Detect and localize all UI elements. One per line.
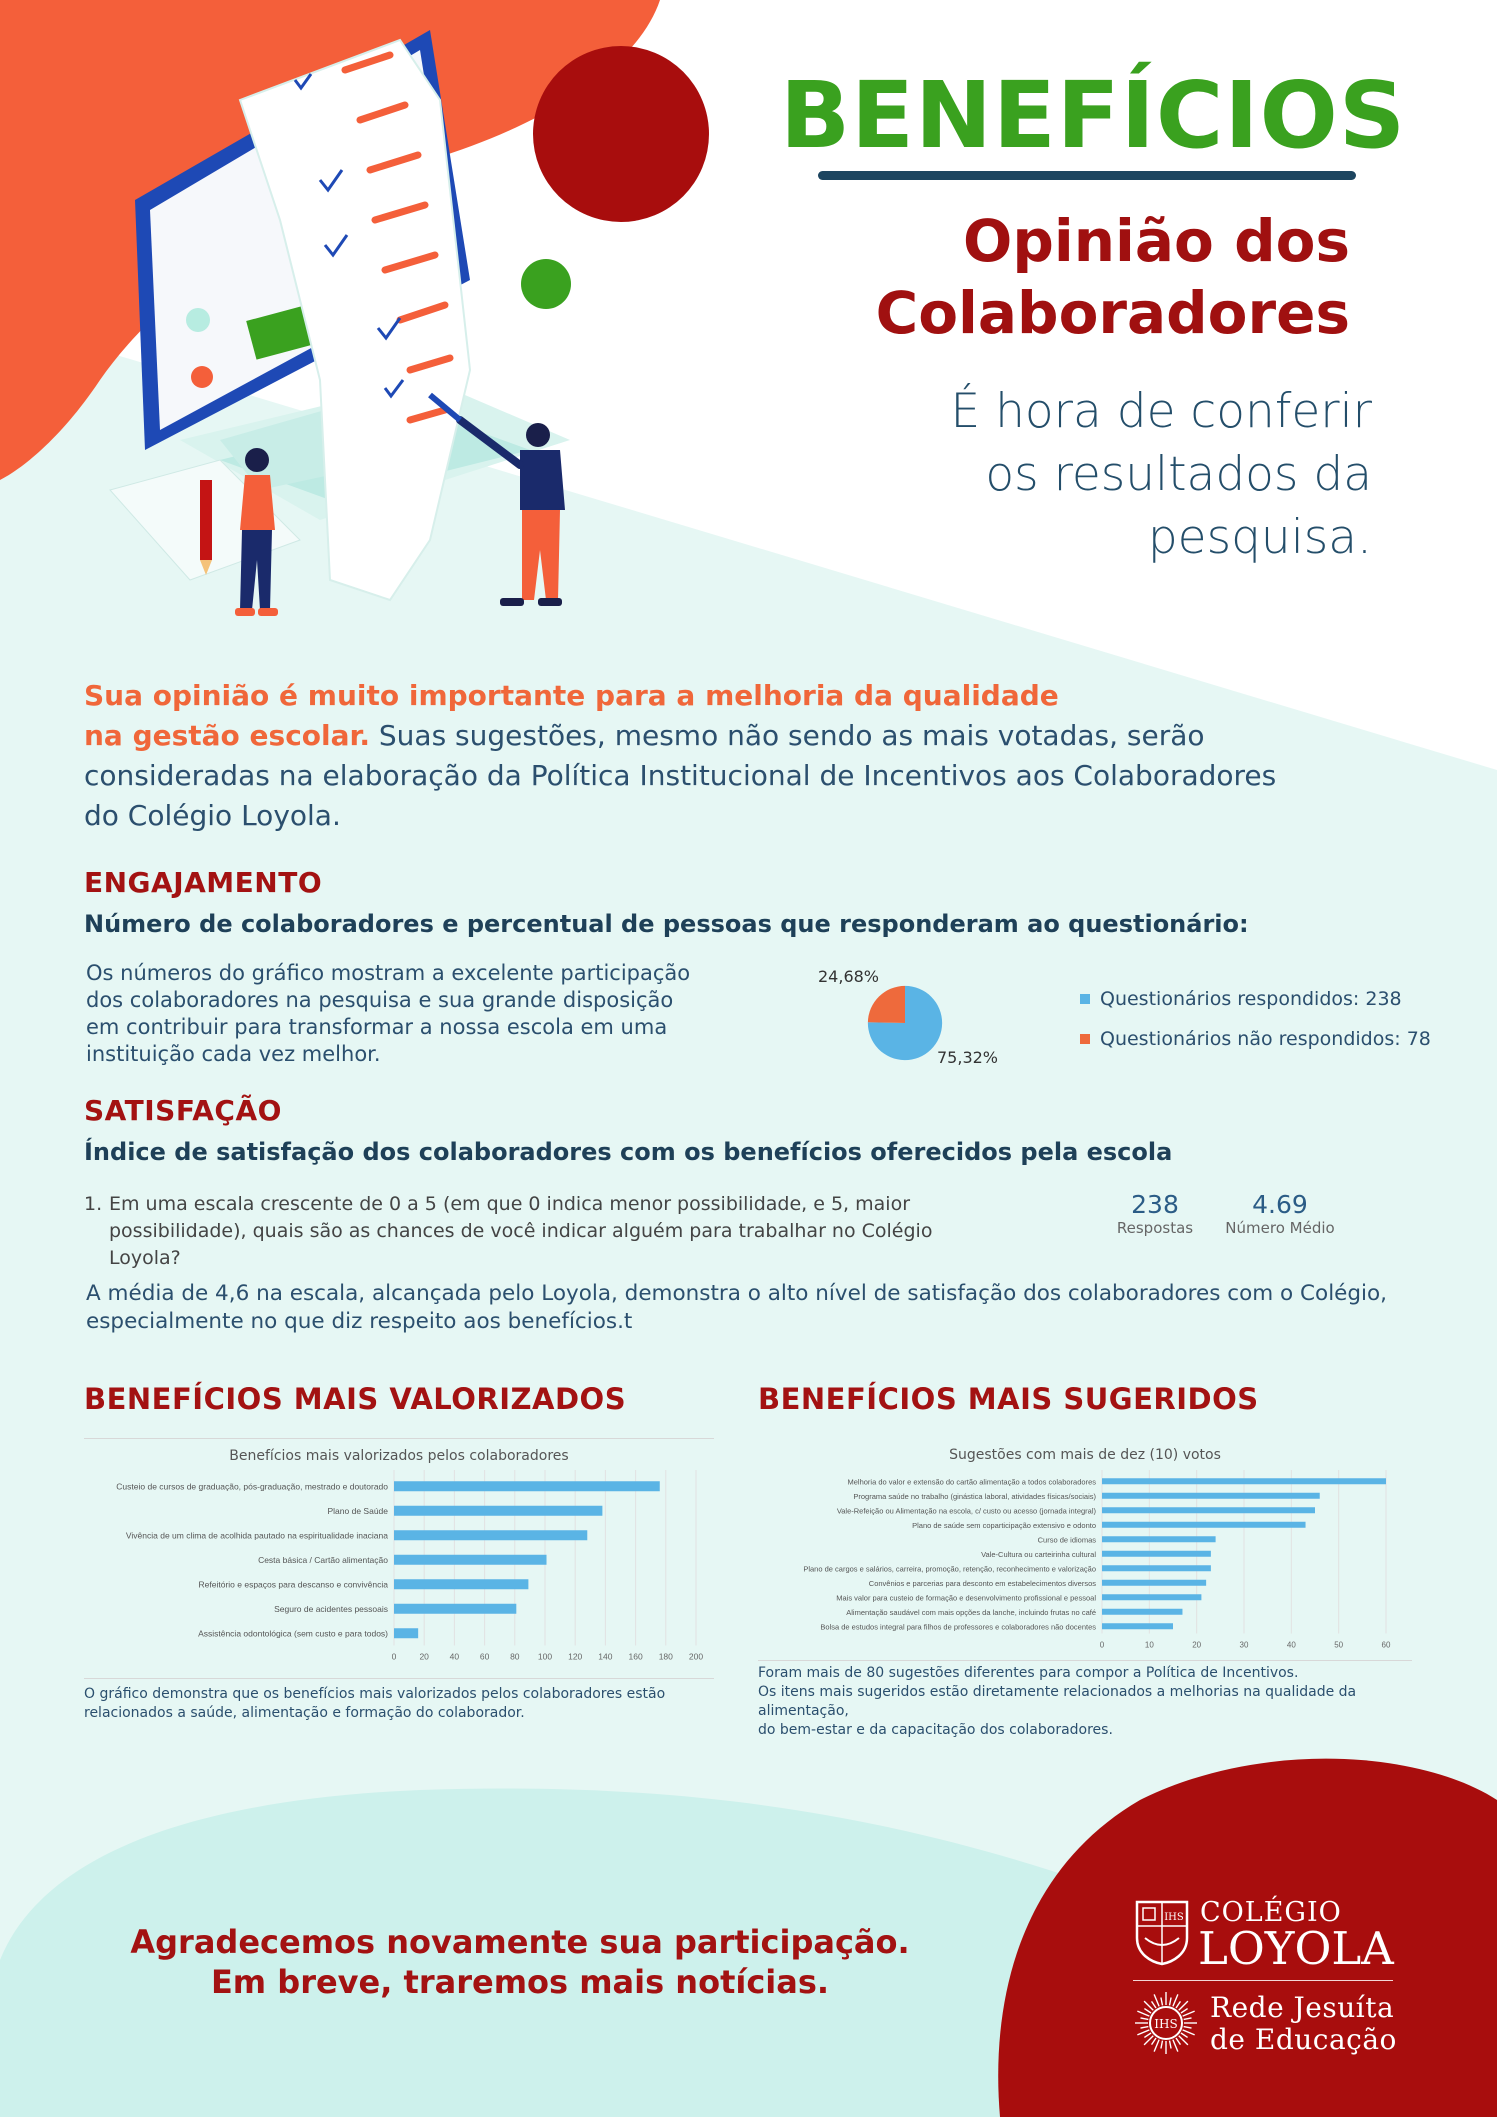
bar — [1102, 1565, 1211, 1571]
bar — [1102, 1594, 1201, 1600]
engajamento-text-line: dos colaboradores na pesquisa e sua grande disposição — [86, 988, 674, 1012]
bar — [394, 1579, 528, 1589]
x-tick-label: 50 — [1334, 1640, 1344, 1650]
seal-ray — [1152, 2001, 1156, 2008]
seal-ray — [1183, 2030, 1195, 2035]
category-label: Alimentação saudável com mais opções da lanche, incluindo frutas no café — [846, 1607, 1096, 1617]
category-label: Refeitório e espaços para descanso e convivência — [198, 1579, 388, 1590]
seal-ray — [1140, 2018, 1148, 2020]
summary-line: especialmente no que diz respeito aos benefícios.t — [86, 1309, 633, 1334]
intro-text: Suas sugestões, mesmo não sendo as mais votadas, serão — [369, 719, 1205, 752]
engajamento-text-line: instituição cada vez melhor. — [86, 1042, 381, 1066]
caption-line: O gráfico demonstra que os benefícios mais valorizados pelos colaboradores estão — [84, 1686, 666, 1702]
category-label: Plano de saúde sem coparticipação extensivo e odonto — [912, 1520, 1096, 1530]
x-tick-label: 80 — [510, 1651, 520, 1662]
caption-line: Foram mais de 80 sugestões diferentes para compor a Política de Incentivos. — [758, 1665, 1299, 1681]
legend-label: Questionários respondidos: 238 — [1100, 988, 1402, 1010]
category-label: Assistência odontológica (sem custo e para todos) — [198, 1628, 388, 1639]
bar — [1102, 1478, 1386, 1484]
x-tick-label: 180 — [658, 1651, 673, 1662]
category-label: Bolsa de estudos integral para filhos de professores e colaboradores não docentes — [820, 1622, 1096, 1632]
bar — [1102, 1580, 1206, 1586]
seal-ray — [1181, 2033, 1188, 2037]
sugeridos-heading: BENEFÍCIOS MAIS SUGERIDOS — [758, 1382, 1259, 1416]
chart-divider — [758, 1660, 1412, 1661]
seal-ray — [1176, 2038, 1180, 2045]
x-tick-label: 40 — [449, 1651, 460, 1662]
stat-responses — [1110, 1190, 1200, 1237]
survey-question — [84, 1191, 964, 1272]
category-label: Vale-Refeição ou Alimentação na escola, c/ custo ou acesso (jornada integral) — [836, 1506, 1096, 1516]
caption-line: Os itens mais sugeridos estão diretamente relacionados a melhorias na qualidade da alimentação, — [758, 1684, 1357, 1719]
intro-highlight: na gestão escolar. — [84, 719, 370, 752]
legend-responded — [1080, 988, 1402, 1010]
engajamento-text-line: Os números do gráfico mostram a excelente participação — [86, 961, 691, 985]
stat-average — [1220, 1190, 1340, 1237]
seal-ray — [1170, 1997, 1172, 2005]
category-label: Seguro de acidentes pessoais — [274, 1603, 388, 1614]
chart-valorizados-title: Benefícios mais valorizados pelos colaboradores — [229, 1448, 569, 1464]
logo-loyola: LOYOLA — [1198, 1922, 1394, 1975]
seal-ray — [1152, 2038, 1156, 2045]
summary-line: A média de 4,6 na escala, alcançada pelo Loyola, demonstra o alto nível de satisfação dos colaboradores com o Colégio, — [86, 1281, 1388, 1306]
bar — [394, 1604, 516, 1614]
bar — [1102, 1609, 1182, 1615]
bar — [1102, 1536, 1216, 1542]
bar — [394, 1555, 547, 1565]
x-tick-label: 20 — [419, 1651, 429, 1662]
engajamento-text — [86, 960, 726, 1068]
category-label: Custeio de cursos de graduação, pós-graduação, mestrado e doutorado — [116, 1481, 388, 1492]
tagline-line: os resultados da — [985, 447, 1372, 502]
x-tick-label: 0 — [391, 1651, 397, 1662]
chart-sugeridos-title: Sugestões com mais de dez (10) votos — [949, 1447, 1221, 1463]
x-tick-label: 140 — [598, 1651, 613, 1662]
category-label: Curso de idiomas — [1037, 1535, 1096, 1545]
logo-divider — [1133, 1980, 1393, 1981]
category-label: Vivência de um clima de acolhida pautado na espiritualidade inaciana — [125, 1530, 388, 1541]
x-tick-label: 40 — [1286, 1640, 1296, 1650]
question-text-line: possibilidade), quais são as chances de você indicar alguém para trabalhar no Colégio Loyola? — [109, 1220, 933, 1269]
x-tick-label: 60 — [1381, 1640, 1391, 1650]
x-tick-label: 200 — [688, 1651, 704, 1662]
x-tick-label: 20 — [1192, 1640, 1202, 1650]
thanks-message — [80, 1922, 960, 2002]
title-underline — [818, 171, 1356, 180]
seal-ray — [1137, 2011, 1149, 2016]
x-tick-label: 0 — [1099, 1640, 1105, 1650]
network-line: de Educação — [1210, 2023, 1397, 2056]
stat-responses-label: Respostas — [1116, 1219, 1194, 1237]
x-tick-label: 30 — [1239, 1640, 1249, 1650]
seal-ray — [1161, 2041, 1163, 2049]
seal-ray — [1170, 2041, 1172, 2049]
pie-slice-not-responded — [868, 986, 905, 1023]
jesuit-seal-icon — [1133, 1990, 1199, 2056]
seal-letters: IHS — [1154, 2017, 1178, 2031]
crest-letters: IHS — [1164, 1912, 1184, 1923]
seal-ray — [1183, 2011, 1195, 2016]
question-text — [109, 1191, 964, 1272]
x-tick-label: 120 — [568, 1651, 583, 1662]
subtitle-line: Colaboradores — [875, 279, 1350, 347]
seal-ray — [1137, 2030, 1149, 2035]
thanks-line: Agradecemos novamente sua participação. — [130, 1923, 910, 1961]
page-subtitle — [760, 205, 1350, 349]
seal-ray — [1184, 2018, 1192, 2020]
stat-average-label: Número Médio — [1225, 1219, 1335, 1237]
bar — [394, 1506, 602, 1516]
bar — [394, 1530, 587, 1540]
stat-average-value: 4.69 — [1252, 1190, 1308, 1219]
bar — [394, 1628, 418, 1638]
caption-line: relacionados a saúde, alimentação e formação do colaborador. — [84, 1705, 525, 1721]
logo-colegio: COLÉGIO — [1200, 1897, 1342, 1928]
category-label: Melhoria do valor e extensão do cartão alimentação a todos colaboradores — [847, 1477, 1096, 1487]
chart-valorizados — [84, 1470, 714, 1670]
bar — [1102, 1522, 1306, 1528]
satisfacao-subheading: Índice de satisfação dos colaboradores com os benefícios oferecidos pela escola — [84, 1138, 1173, 1166]
category-label: Mais valor para custeio de formação e desenvolvimento profissional e pessoal — [836, 1593, 1096, 1603]
engajamento-heading: ENGAJAMENTO — [84, 866, 323, 899]
seal-ray — [1181, 2009, 1188, 2013]
engajamento-text-line: em contribuir para transformar a nossa escola em uma — [86, 1015, 668, 1039]
question-number: 1. — [84, 1193, 103, 1215]
category-label: Plano de Saúde — [327, 1505, 388, 1516]
subtitle-line: Opinião dos — [963, 207, 1350, 275]
network-name — [1210, 1992, 1397, 2056]
tagline-line: É hora de conferir — [950, 384, 1372, 439]
valorizados-heading: BENEFÍCIOS MAIS VALORIZADOS — [84, 1382, 627, 1416]
x-tick-label: 10 — [1144, 1640, 1154, 1650]
seal-ray — [1161, 1997, 1163, 2005]
legend-swatch — [1080, 1034, 1090, 1044]
x-tick-label: 160 — [628, 1651, 643, 1662]
pie-label-responded: 75,32% — [937, 1048, 999, 1067]
x-tick-label: 60 — [479, 1651, 490, 1662]
bar — [1102, 1551, 1211, 1557]
colegio-loyola-crest-icon — [1133, 1898, 1191, 1966]
intro-text: do Colégio Loyola. — [84, 799, 341, 832]
pie-label-not-responded: 24,68% — [818, 967, 880, 986]
bar — [394, 1481, 660, 1491]
category-label: Programa saúde no trabalho (ginástica laboral, atividades físicas/sociais) — [853, 1491, 1096, 1501]
seal-ray — [1173, 2040, 1178, 2052]
seal-ray — [1184, 2027, 1192, 2029]
chart-divider — [84, 1678, 714, 1679]
sugeridos-caption — [758, 1664, 1438, 1740]
stat-responses-value: 238 — [1131, 1190, 1179, 1219]
seal-ray — [1144, 2009, 1151, 2013]
intro-text: consideradas na elaboração da Política Institucional de Incentivos aos Colaboradores — [84, 759, 1277, 792]
intro-paragraph — [84, 676, 1424, 836]
satisfacao-summary — [86, 1280, 1446, 1336]
seal-ray — [1173, 1994, 1178, 2006]
chart-divider — [84, 1438, 714, 1439]
question-text-line: Em uma escala crescente de 0 a 5 (em que 0 indica menor possibilidade, e 5, maior — [109, 1193, 911, 1215]
category-label: Cesta básica / Cartão alimentação — [258, 1554, 388, 1565]
bar — [1102, 1493, 1320, 1499]
page-title: BENEFÍCIOS — [780, 62, 1407, 169]
seal-ray — [1154, 2040, 1159, 2052]
valorizados-caption — [84, 1685, 724, 1723]
caption-line: do bem-estar e da capacitação dos colaboradores. — [758, 1722, 1113, 1738]
legend-label: Questionários não respondidos: 78 — [1100, 1028, 1431, 1050]
tagline — [800, 380, 1372, 569]
network-line: Rede Jesuíta — [1210, 1991, 1395, 2024]
intro-highlight: Sua opinião é muito importante para a melhoria da qualidade — [84, 679, 1059, 712]
survey-illustration — [100, 20, 600, 640]
engajamento-subheading: Número de colaboradores e percentual de pessoas que responderam ao questionário: — [84, 910, 1249, 938]
bar — [1102, 1623, 1173, 1629]
seal-ray — [1176, 2001, 1180, 2008]
satisfacao-heading: SATISFAÇÃO — [84, 1094, 282, 1127]
x-tick-label: 100 — [537, 1651, 553, 1662]
seal-ray — [1140, 2027, 1148, 2029]
thanks-line: Em breve, traremos mais notícias. — [210, 1963, 830, 2001]
legend-not-responded — [1080, 1028, 1431, 1050]
seal-ray — [1154, 1994, 1159, 2006]
seal-ray — [1144, 2033, 1151, 2037]
bar — [1102, 1507, 1315, 1513]
category-label: Convênios e parcerias para desconto em estabelecimentos diversos — [868, 1578, 1096, 1588]
category-label: Vale-Cultura ou carteirinha cultural — [981, 1549, 1096, 1559]
tagline-line: pesquisa. — [1147, 510, 1372, 565]
category-label: Plano de cargos e salários, carreira, promoção, retenção, reconhecimento e valorização — [803, 1564, 1096, 1574]
legend-swatch — [1080, 994, 1090, 1004]
chart-sugeridos — [758, 1468, 1412, 1658]
